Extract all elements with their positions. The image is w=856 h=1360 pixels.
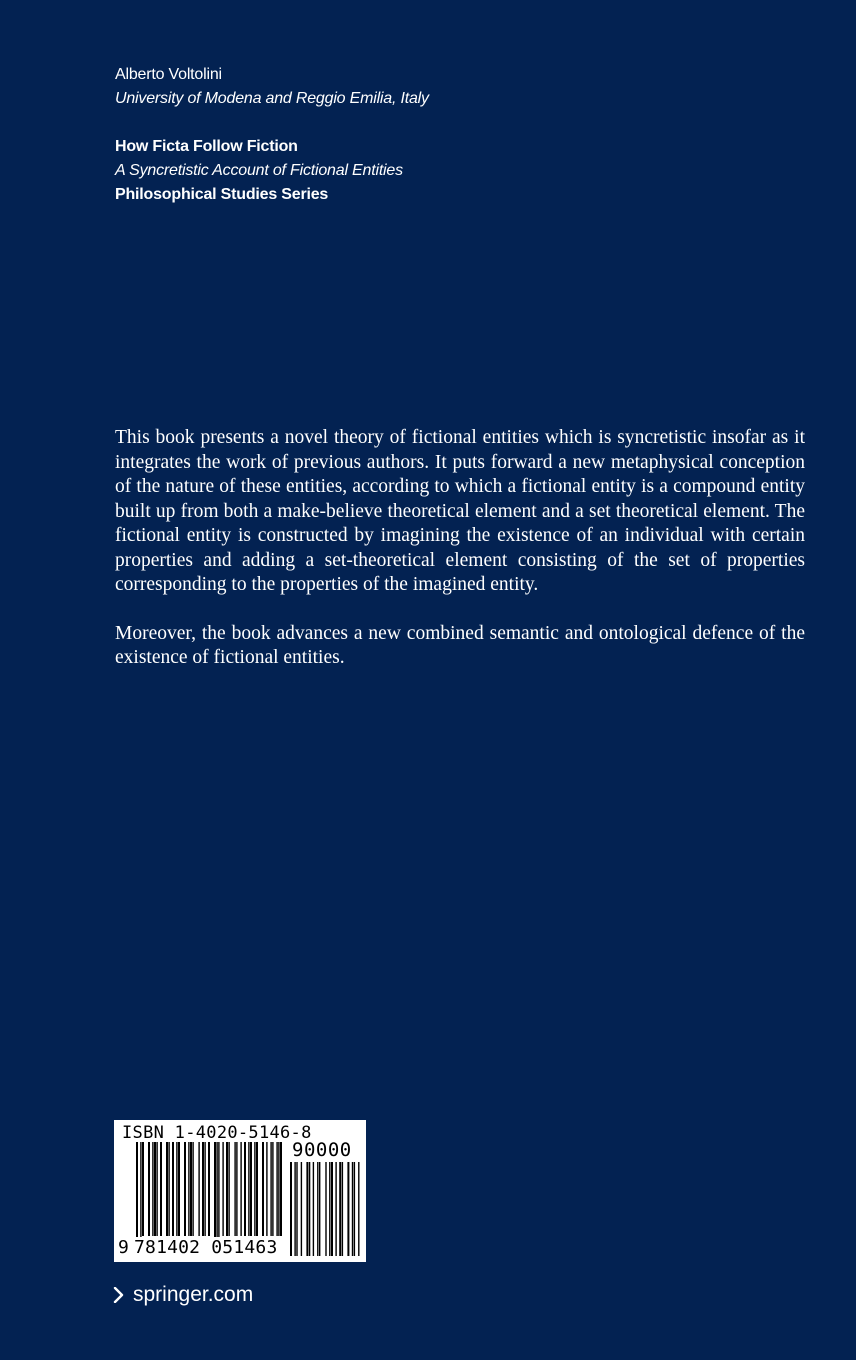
barcode-bar (280, 1142, 282, 1236)
addon-barcode-bar (347, 1162, 349, 1256)
book-subtitle: A Syncretistic Account of Fictional Entities (115, 162, 403, 179)
publisher-website[interactable] (113, 1281, 253, 1309)
barcode-bar (140, 1142, 141, 1244)
barcode-bar (248, 1142, 249, 1236)
addon-barcode-bar (331, 1162, 333, 1256)
addon-barcode-bar (329, 1162, 330, 1256)
addon-barcode-bar (301, 1162, 302, 1256)
barcode-bar (154, 1142, 156, 1236)
description-paragraph-2: Moreover, the book advances a new combined semantic and ontological defence of the existence of fictional entities. (115, 622, 805, 668)
isbn-label: ISBN 1-4020-5146-8 (122, 1123, 312, 1143)
barcode-bar (178, 1142, 180, 1236)
barcode-bar (250, 1142, 252, 1236)
ean-first-digit: 9 (118, 1237, 129, 1258)
barcode-bar (216, 1142, 217, 1244)
website-link[interactable]: springer.com (133, 1283, 254, 1306)
book-title: How Ficta Follow Fiction (115, 138, 298, 155)
author-affiliation: University of Modena and Reggio Emilia, Italy (115, 90, 429, 107)
barcode-bar (166, 1142, 168, 1236)
barcode-bar (278, 1142, 279, 1236)
addon-barcode-bar (306, 1162, 308, 1256)
barcode-bar (256, 1142, 258, 1236)
barcode-bar (244, 1142, 246, 1236)
barcode-bar (184, 1142, 186, 1236)
barcode-bar (226, 1142, 228, 1236)
addon-barcode-bar (325, 1162, 326, 1256)
description-paragraph-1: This book presents a novel theory of fictional entities which is syncretistic insofar as it integrates the work of previous authors. It puts forward a new metaphysical conception of the nature of these entities, according to which a fictional entity is a compound entity built up from both a make-believe theoretical element and a set theoretical element. The fictional entity is constructed by imagining the existence of an individual with certain properties and adding a set-theoretical element consisting of the set of properties corresponding to the properties of the imagined entity. (115, 427, 805, 595)
barcode-bar (218, 1142, 219, 1244)
barcode-bar (240, 1142, 241, 1236)
barcode-bar (168, 1142, 169, 1236)
addon-barcode-bar (342, 1162, 343, 1256)
addon-barcode-bar (290, 1162, 292, 1256)
barcode-bar (262, 1142, 264, 1236)
addon-barcode-bar (296, 1162, 297, 1256)
barcode-bar (276, 1142, 277, 1236)
ean-digits: 781402 051463 (134, 1237, 278, 1258)
isbn-barcode (114, 1120, 366, 1262)
barcode-bar (266, 1142, 267, 1236)
barcode-bar (188, 1142, 189, 1236)
barcode-bar (208, 1142, 210, 1236)
barcode-bar (190, 1142, 192, 1236)
barcode-bar (254, 1142, 255, 1236)
author-block (115, 63, 815, 111)
barcode-bar (176, 1142, 177, 1236)
chevron-right-icon (113, 1287, 125, 1303)
addon-barcode-bar (294, 1162, 295, 1256)
book-description (115, 426, 805, 695)
barcode-bar (222, 1142, 223, 1236)
barcode-bar (148, 1142, 150, 1236)
addon-barcode-bar (319, 1162, 320, 1256)
addon-barcode-bar (313, 1162, 314, 1256)
barcode-bar (272, 1142, 273, 1236)
addon-barcode-bar (352, 1162, 353, 1256)
addon-barcode-bar (354, 1162, 355, 1256)
barcode-bar (136, 1142, 138, 1244)
barcode-bar (204, 1142, 205, 1236)
addon-barcode-bar (317, 1162, 318, 1256)
barcode-bar (192, 1142, 193, 1236)
addon-barcode-bar (335, 1162, 336, 1256)
barcode-bar (156, 1142, 157, 1236)
addon-barcode-bar (339, 1162, 341, 1256)
barcode-bar (142, 1142, 144, 1236)
barcode-bar (202, 1142, 204, 1236)
barcode-bar (270, 1142, 271, 1236)
barcode-bar (214, 1142, 216, 1244)
addon-barcode-bar (358, 1162, 359, 1256)
barcode-bar (236, 1142, 237, 1236)
barcode-bar (234, 1142, 235, 1236)
author-name: Alberto Voltolini (115, 66, 222, 83)
barcode-bar (160, 1142, 162, 1236)
barcode-bar (228, 1142, 229, 1236)
barcode-bar (172, 1142, 174, 1236)
book-info (115, 135, 815, 207)
barcode-bar (198, 1142, 199, 1236)
price-code: 90000 (292, 1139, 352, 1161)
addon-barcode-bar (309, 1162, 310, 1256)
barcode-bar (152, 1142, 153, 1236)
series-name: Philosophical Studies Series (115, 186, 329, 203)
